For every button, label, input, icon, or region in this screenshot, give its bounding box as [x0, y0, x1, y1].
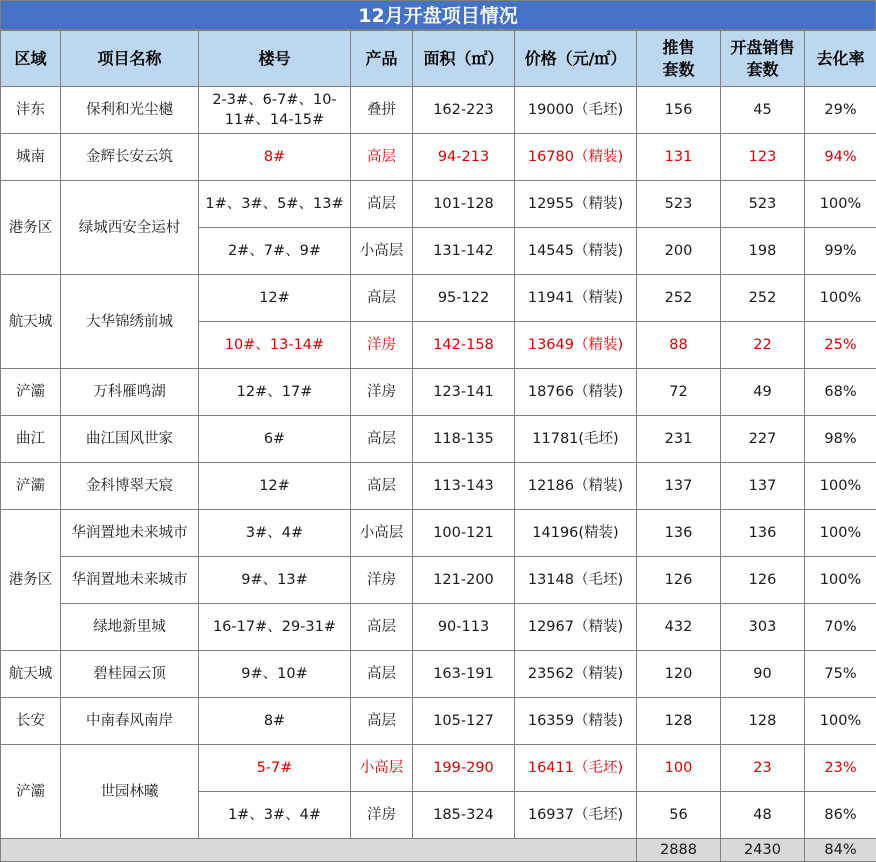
product-cell: 小高层	[351, 510, 413, 557]
project-cell: 金辉长安云筑	[61, 134, 199, 181]
rate-cell: 29%	[805, 87, 876, 134]
rate-cell: 98%	[805, 416, 876, 463]
price-cell: 11941（精装)	[515, 275, 637, 322]
project-cell: 金科博翠天宸	[61, 463, 199, 510]
price-cell: 16359（精装)	[515, 698, 637, 745]
area-cell: 90-113	[413, 604, 515, 651]
building-cell: 12#	[199, 275, 351, 322]
table-row	[1, 698, 876, 745]
building-cell: 3#、4#	[199, 510, 351, 557]
table-row	[1, 604, 876, 651]
col-header-price: 价格（元/㎡）	[515, 31, 637, 87]
product-cell: 高层	[351, 463, 413, 510]
product-cell: 小高层	[351, 228, 413, 275]
building-cell: 9#、10#	[199, 651, 351, 698]
price-cell: 16937（毛坯)	[515, 792, 637, 839]
product-cell: 叠拼	[351, 87, 413, 134]
building-cell: 2#、7#、9#	[199, 228, 351, 275]
launched-cell: 120	[637, 651, 721, 698]
rate-cell: 100%	[805, 698, 876, 745]
project-cell: 世园林曦	[61, 745, 199, 839]
table-row	[1, 416, 876, 463]
building-cell: 2-3#、6-7#、10-11#、14-15#	[199, 87, 351, 134]
district-cell: 港务区	[1, 181, 61, 275]
sold-cell: 136	[721, 510, 805, 557]
price-cell: 19000（毛坯)	[515, 87, 637, 134]
launched-cell: 128	[637, 698, 721, 745]
table-row	[1, 87, 876, 134]
rate-cell: 100%	[805, 557, 876, 604]
table-row	[1, 557, 876, 604]
project-cell: 华润置地未来城市	[61, 510, 199, 557]
rate-cell: 70%	[805, 604, 876, 651]
sold-cell: 137	[721, 463, 805, 510]
rate-cell: 94%	[805, 134, 876, 181]
rate-cell: 100%	[805, 510, 876, 557]
header-row	[1, 31, 876, 87]
area-cell: 123-141	[413, 369, 515, 416]
product-cell: 高层	[351, 181, 413, 228]
project-cell: 绿城西安全运村	[61, 181, 199, 275]
area-cell: 105-127	[413, 698, 515, 745]
price-cell: 11781(毛坯)	[515, 416, 637, 463]
sold-cell: 198	[721, 228, 805, 275]
table-row	[1, 275, 876, 322]
launched-cell: 100	[637, 745, 721, 792]
product-cell: 洋房	[351, 792, 413, 839]
sold-cell: 227	[721, 416, 805, 463]
rate-cell: 100%	[805, 181, 876, 228]
building-cell: 8#	[199, 134, 351, 181]
building-cell: 9#、13#	[199, 557, 351, 604]
district-cell: 浐灞	[1, 745, 61, 839]
district-cell: 曲江	[1, 416, 61, 463]
product-cell: 高层	[351, 275, 413, 322]
launched-cell: 156	[637, 87, 721, 134]
table-row	[1, 181, 876, 228]
price-cell: 14545（精装)	[515, 228, 637, 275]
building-cell: 5-7#	[199, 745, 351, 792]
project-cell: 华润置地未来城市	[61, 557, 199, 604]
launched-cell: 131	[637, 134, 721, 181]
product-cell: 高层	[351, 698, 413, 745]
product-cell: 高层	[351, 134, 413, 181]
area-cell: 95-122	[413, 275, 515, 322]
product-cell: 洋房	[351, 369, 413, 416]
product-cell: 高层	[351, 604, 413, 651]
price-cell: 12186（精装)	[515, 463, 637, 510]
rate-cell: 25%	[805, 322, 876, 369]
sold-cell: 45	[721, 87, 805, 134]
area-cell: 118-135	[413, 416, 515, 463]
project-cell: 大华锦绣前城	[61, 275, 199, 369]
launched-cell: 200	[637, 228, 721, 275]
launched-cell: 72	[637, 369, 721, 416]
sold-cell: 90	[721, 651, 805, 698]
col-header-sold: 开盘销售 套数	[721, 31, 805, 87]
col-header-area: 面积（㎡）	[413, 31, 515, 87]
product-cell: 高层	[351, 416, 413, 463]
launched-cell: 88	[637, 322, 721, 369]
building-cell: 12#、17#	[199, 369, 351, 416]
project-cell: 中南春风南岸	[61, 698, 199, 745]
rate-cell: 100%	[805, 463, 876, 510]
launched-cell: 136	[637, 510, 721, 557]
district-cell: 浐灞	[1, 369, 61, 416]
area-cell: 94-213	[413, 134, 515, 181]
price-cell: 13649（精装)	[515, 322, 637, 369]
total-row	[1, 839, 876, 862]
area-cell: 101-128	[413, 181, 515, 228]
district-cell: 沣东	[1, 87, 61, 134]
project-cell: 保利和光尘樾	[61, 87, 199, 134]
building-cell: 16-17#、29-31#	[199, 604, 351, 651]
sold-cell: 252	[721, 275, 805, 322]
table-row	[1, 510, 876, 557]
rate-cell: 99%	[805, 228, 876, 275]
product-cell: 小高层	[351, 745, 413, 792]
area-cell: 185-324	[413, 792, 515, 839]
rate-cell: 75%	[805, 651, 876, 698]
sold-cell: 123	[721, 134, 805, 181]
rate-cell: 23%	[805, 745, 876, 792]
col-header-launched: 推售 套数	[637, 31, 721, 87]
district-cell: 长安	[1, 698, 61, 745]
area-cell: 121-200	[413, 557, 515, 604]
price-cell: 16780（精装)	[515, 134, 637, 181]
district-cell: 航天城	[1, 275, 61, 369]
price-cell: 13148（毛坯)	[515, 557, 637, 604]
price-cell: 14196(精装)	[515, 510, 637, 557]
launched-cell: 126	[637, 557, 721, 604]
rate-cell: 100%	[805, 275, 876, 322]
sales-table	[0, 30, 876, 862]
area-cell: 162-223	[413, 87, 515, 134]
total-rate-cell: 84%	[805, 839, 876, 862]
table-row	[1, 463, 876, 510]
col-header-building: 楼号	[199, 31, 351, 87]
col-header-district: 区域	[1, 31, 61, 87]
total-label-cell	[1, 839, 637, 862]
area-cell: 142-158	[413, 322, 515, 369]
table-row	[1, 745, 876, 792]
price-cell: 23562（精装)	[515, 651, 637, 698]
product-cell: 洋房	[351, 322, 413, 369]
project-cell: 碧桂园云顶	[61, 651, 199, 698]
area-cell: 131-142	[413, 228, 515, 275]
price-cell: 16411（毛坯)	[515, 745, 637, 792]
project-cell: 万科雁鸣湖	[61, 369, 199, 416]
district-cell: 航天城	[1, 651, 61, 698]
sold-cell: 22	[721, 322, 805, 369]
col-header-rate: 去化率	[805, 31, 876, 87]
area-cell: 100-121	[413, 510, 515, 557]
table-row	[1, 369, 876, 416]
price-cell: 12967（精装)	[515, 604, 637, 651]
sold-cell: 126	[721, 557, 805, 604]
table-title: 12月开盘项目情况	[0, 0, 876, 30]
district-cell: 港务区	[1, 510, 61, 651]
total-sold-cell: 2430	[721, 839, 805, 862]
price-cell: 12955（精装)	[515, 181, 637, 228]
building-cell: 8#	[199, 698, 351, 745]
launched-cell: 231	[637, 416, 721, 463]
district-cell: 城南	[1, 134, 61, 181]
sold-cell: 523	[721, 181, 805, 228]
launched-cell: 252	[637, 275, 721, 322]
total-launched-cell: 2888	[637, 839, 721, 862]
district-cell: 浐灞	[1, 463, 61, 510]
building-cell: 10#、13-14#	[199, 322, 351, 369]
col-header-product: 产品	[351, 31, 413, 87]
sold-cell: 128	[721, 698, 805, 745]
rate-cell: 86%	[805, 792, 876, 839]
project-cell: 曲江国风世家	[61, 416, 199, 463]
sold-cell: 48	[721, 792, 805, 839]
rate-cell: 68%	[805, 369, 876, 416]
table-row	[1, 134, 876, 181]
building-cell: 6#	[199, 416, 351, 463]
sold-cell: 23	[721, 745, 805, 792]
sold-cell: 303	[721, 604, 805, 651]
building-cell: 1#、3#、5#、13#	[199, 181, 351, 228]
product-cell: 洋房	[351, 557, 413, 604]
project-cell: 绿地新里城	[61, 604, 199, 651]
building-cell: 12#	[199, 463, 351, 510]
launched-cell: 137	[637, 463, 721, 510]
product-cell: 高层	[351, 651, 413, 698]
sold-cell: 49	[721, 369, 805, 416]
table-row	[1, 651, 876, 698]
launched-cell: 56	[637, 792, 721, 839]
area-cell: 163-191	[413, 651, 515, 698]
price-cell: 18766（精装)	[515, 369, 637, 416]
launched-cell: 523	[637, 181, 721, 228]
building-cell: 1#、3#、4#	[199, 792, 351, 839]
launched-cell: 432	[637, 604, 721, 651]
area-cell: 113-143	[413, 463, 515, 510]
col-header-project: 项目名称	[61, 31, 199, 87]
area-cell: 199-290	[413, 745, 515, 792]
